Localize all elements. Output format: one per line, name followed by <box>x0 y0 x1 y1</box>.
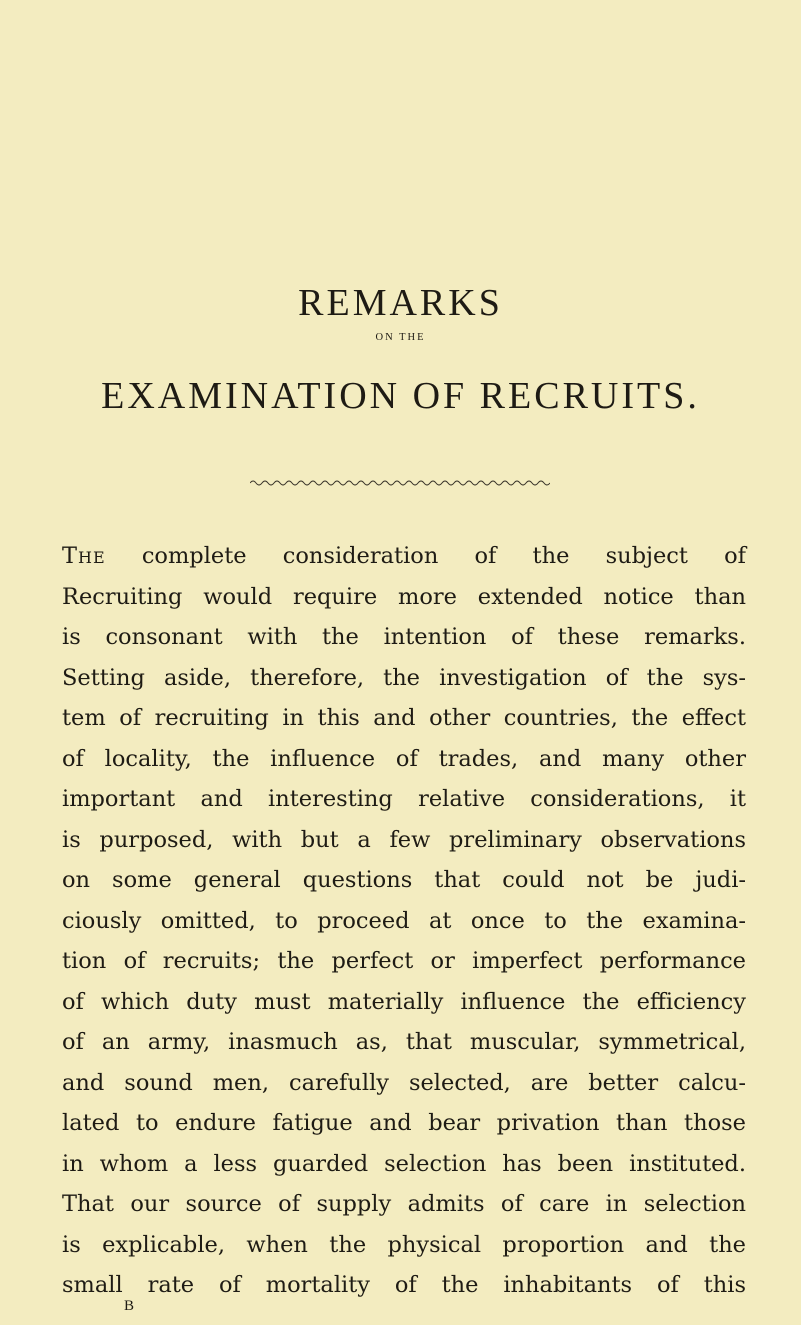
text-line: The complete consideration of the subject of <box>62 543 747 569</box>
body-paragraph <box>62 536 746 1306</box>
text-line: tion of recruits; the perfect or imperfect performance <box>62 948 746 974</box>
page-subtitle: EXAMINATION OF RECRUITS. <box>101 375 700 417</box>
text-line: That our source of supply admits of care in selection <box>62 1191 746 1217</box>
text-line: ciously omitted, to proceed at once to the examina- <box>62 907 746 934</box>
text-line: of which duty must materially influence the efficiency <box>62 988 746 1015</box>
text-line: is explicable, when the physical proportion and the <box>62 1231 746 1258</box>
text-line: lated to endure fatigue and bear privation than those <box>62 1110 746 1136</box>
text-line: is purposed, with but a few preliminary observations <box>62 826 746 853</box>
text-line: Setting aside, therefore, the investigation of the sys- <box>62 664 746 691</box>
text-line: Recruiting would require more extended notice than <box>62 583 746 610</box>
text-line: of an army, inasmuch as, that muscular, symmetrical, <box>62 1029 746 1055</box>
text-line: important and interesting relative considerations, it <box>62 786 746 812</box>
opening-word: The <box>62 543 106 569</box>
text-line: tem of recruiting in this and other countries, the effect <box>62 705 746 731</box>
page-title: REMARKS <box>298 282 503 324</box>
text-line: of locality, the influence of trades, and many other <box>62 745 746 772</box>
title-connector: ON THE <box>375 332 426 343</box>
text-line: is consonant with the intention of these remarks. <box>62 624 746 650</box>
text-line: in whom a less guarded selection has been instituted. <box>62 1150 746 1177</box>
text-line: small rate of mortality of the inhabitants of this <box>62 1272 746 1298</box>
signature-mark: B <box>124 1298 135 1314</box>
text-line: and sound men, carefully selected, are better calcu- <box>62 1069 746 1096</box>
text-line: on some general questions that could not be judi- <box>62 867 746 893</box>
wavy-rule-ornament <box>250 478 550 488</box>
